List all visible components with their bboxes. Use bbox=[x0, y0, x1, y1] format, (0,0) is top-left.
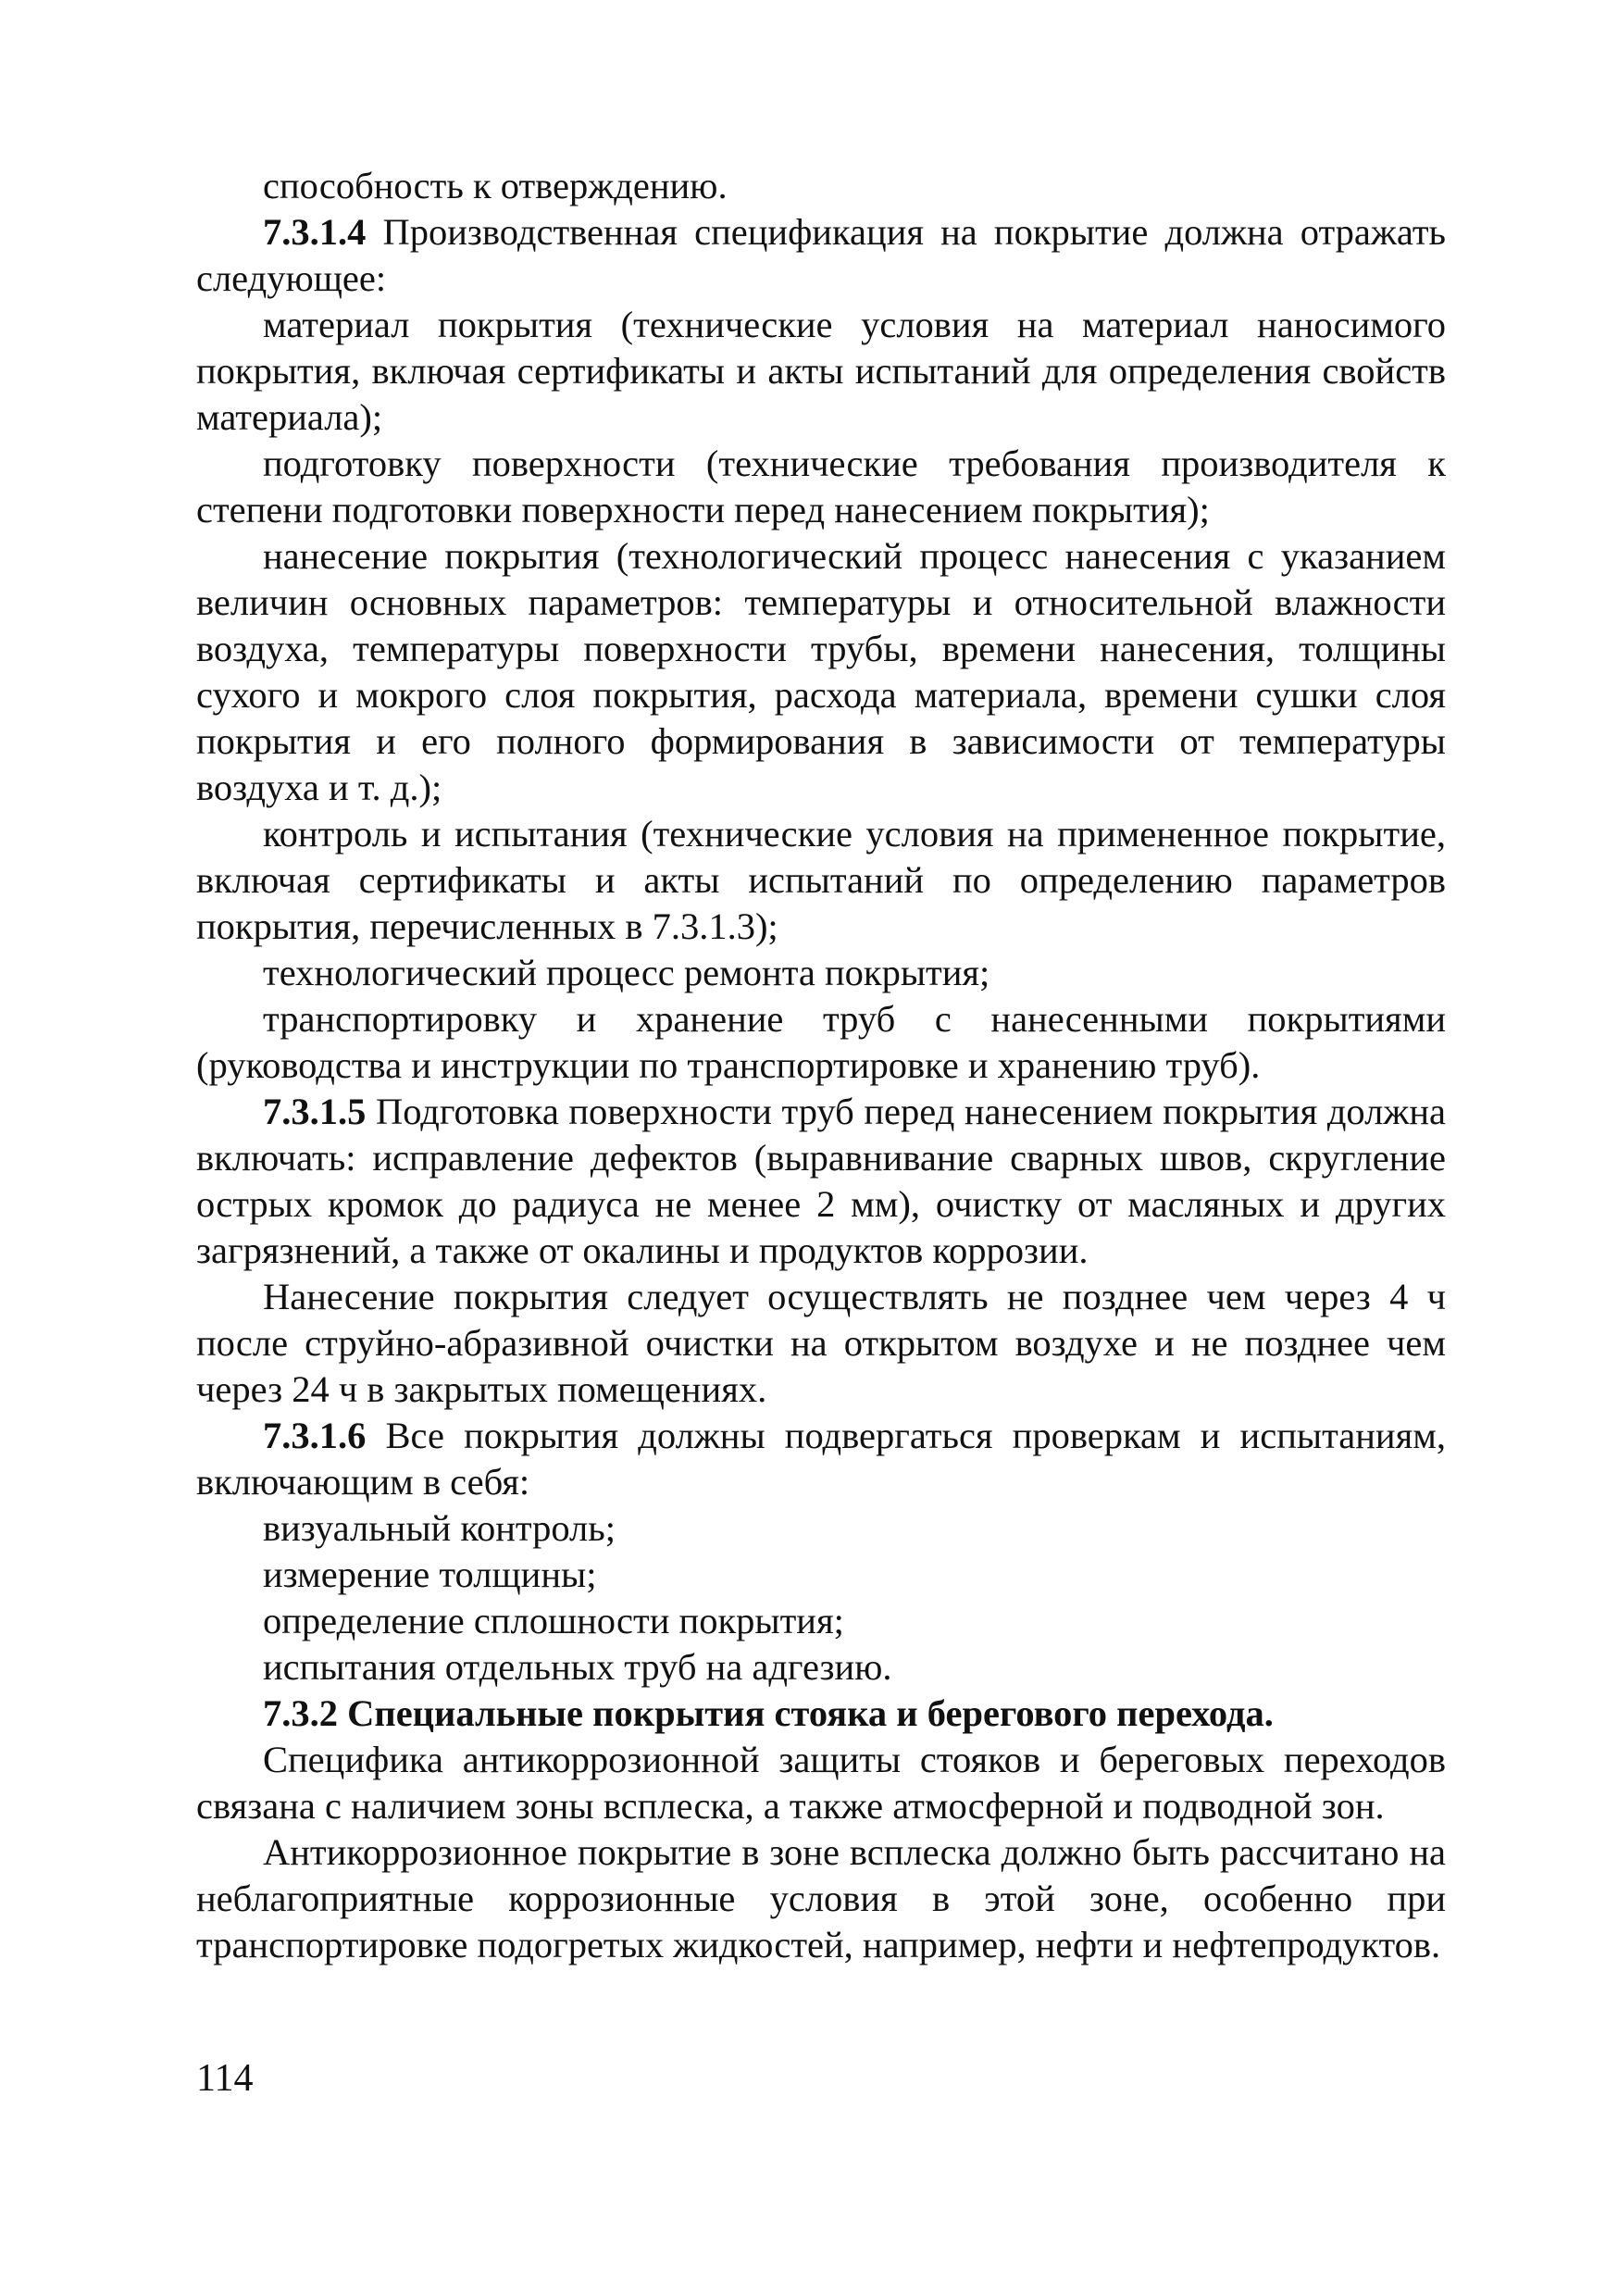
list-item-adhesion: испытания отдельных труб на адгезию. bbox=[263, 1646, 892, 1688]
clause-number: 7.3.1.5 bbox=[263, 1091, 367, 1132]
paragraph-7-3-1-6: 7.3.1.6 Все покрытия должны подвергаться проверкам и испытаниям, включающим в себя: bbox=[196, 1415, 1446, 1503]
list-item-continuity: определение сплошности покрытия; bbox=[263, 1600, 844, 1641]
section-heading-7-3-2: 7.3.2 Специальные покрытия стояка и берегового перехода. bbox=[263, 1692, 1274, 1734]
paragraph-7-3-1-4: 7.3.1.4 Производственная спецификация на покрытие должна отражать следующее: bbox=[196, 211, 1446, 299]
list-item-material: материал покрытия (технические условия на материал наносимого покрытия, включая сертификаты и акты испытаний для определения свойств материала); bbox=[196, 304, 1446, 438]
page-number: 114 bbox=[196, 2057, 254, 2100]
list-item-repair-process: технологический процесс ремонта покрытия; bbox=[263, 952, 990, 993]
paragraph-riser-specifics: Специфика антикоррозионной защиты стояков и береговых переходов связана с наличием зоны всплеска, а также атмосферной и подводной зон. bbox=[196, 1739, 1446, 1827]
paragraph-7-3-1-5: 7.3.1.5 Подготовка поверхности труб перед нанесением покрытия должна включать: исправление дефектов (выравнивание сварных швов, скругление острых кромок до радиуса не менее 2 мм), очистку от масляных и других загрязнений, а также от окалины и продуктов коррозии. bbox=[196, 1091, 1446, 1271]
paragraph-application-timing: Нанесение покрытия следует осуществлять не позднее чем через 4 ч после струйно-абразивной очистки на открытом воздухе и не позднее чем через 24 ч в закрытых помещениях. bbox=[196, 1276, 1446, 1410]
document-page bbox=[196, 163, 1446, 1968]
paragraph-splash-zone: Антикоррозионное покрытие в зоне всплеска должно быть рассчитано на неблагоприятные коррозионные условия в этой зоне, особенно при транспортировке подогретых жидкостей, например, нефти и нефтепродуктов. bbox=[196, 1831, 1446, 1965]
clause-number: 7.3.1.6 bbox=[263, 1415, 367, 1456]
list-item-thickness: измерение толщины; bbox=[263, 1554, 597, 1595]
paragraph-continuation: способность к отверждению. bbox=[263, 165, 728, 206]
list-item-coating-application: нанесение покрытия (технологический процесс нанесения с указанием величин основных параметров: температуры и относительной влажности воздуха, температуры поверхности трубы, времени нанесения, толщины сухого и мокрого слоя покрытия, расхода материала, времени сушки слоя покрытия и его полного формирования в зависимости от температуры воздуха и т. д.); bbox=[196, 535, 1446, 808]
list-item-visual-control: визуальный контроль; bbox=[263, 1507, 616, 1549]
list-item-transport-storage: транспортировку и хранение труб с нанесенными покрытиями (руководства и инструкции по транспортировке и хранению труб). bbox=[196, 998, 1446, 1086]
list-item-control-testing: контроль и испытания (технические условия на примененное покрытие, включая сертификаты и акты испытаний по определению параметров покрытия, перечисленных в 7.3.1.3); bbox=[196, 813, 1446, 947]
list-item-surface-preparation: подготовку поверхности (технические требования производителя к степени подготовки поверхности перед нанесением покрытия); bbox=[196, 443, 1446, 530]
clause-number: 7.3.1.4 bbox=[263, 211, 367, 253]
